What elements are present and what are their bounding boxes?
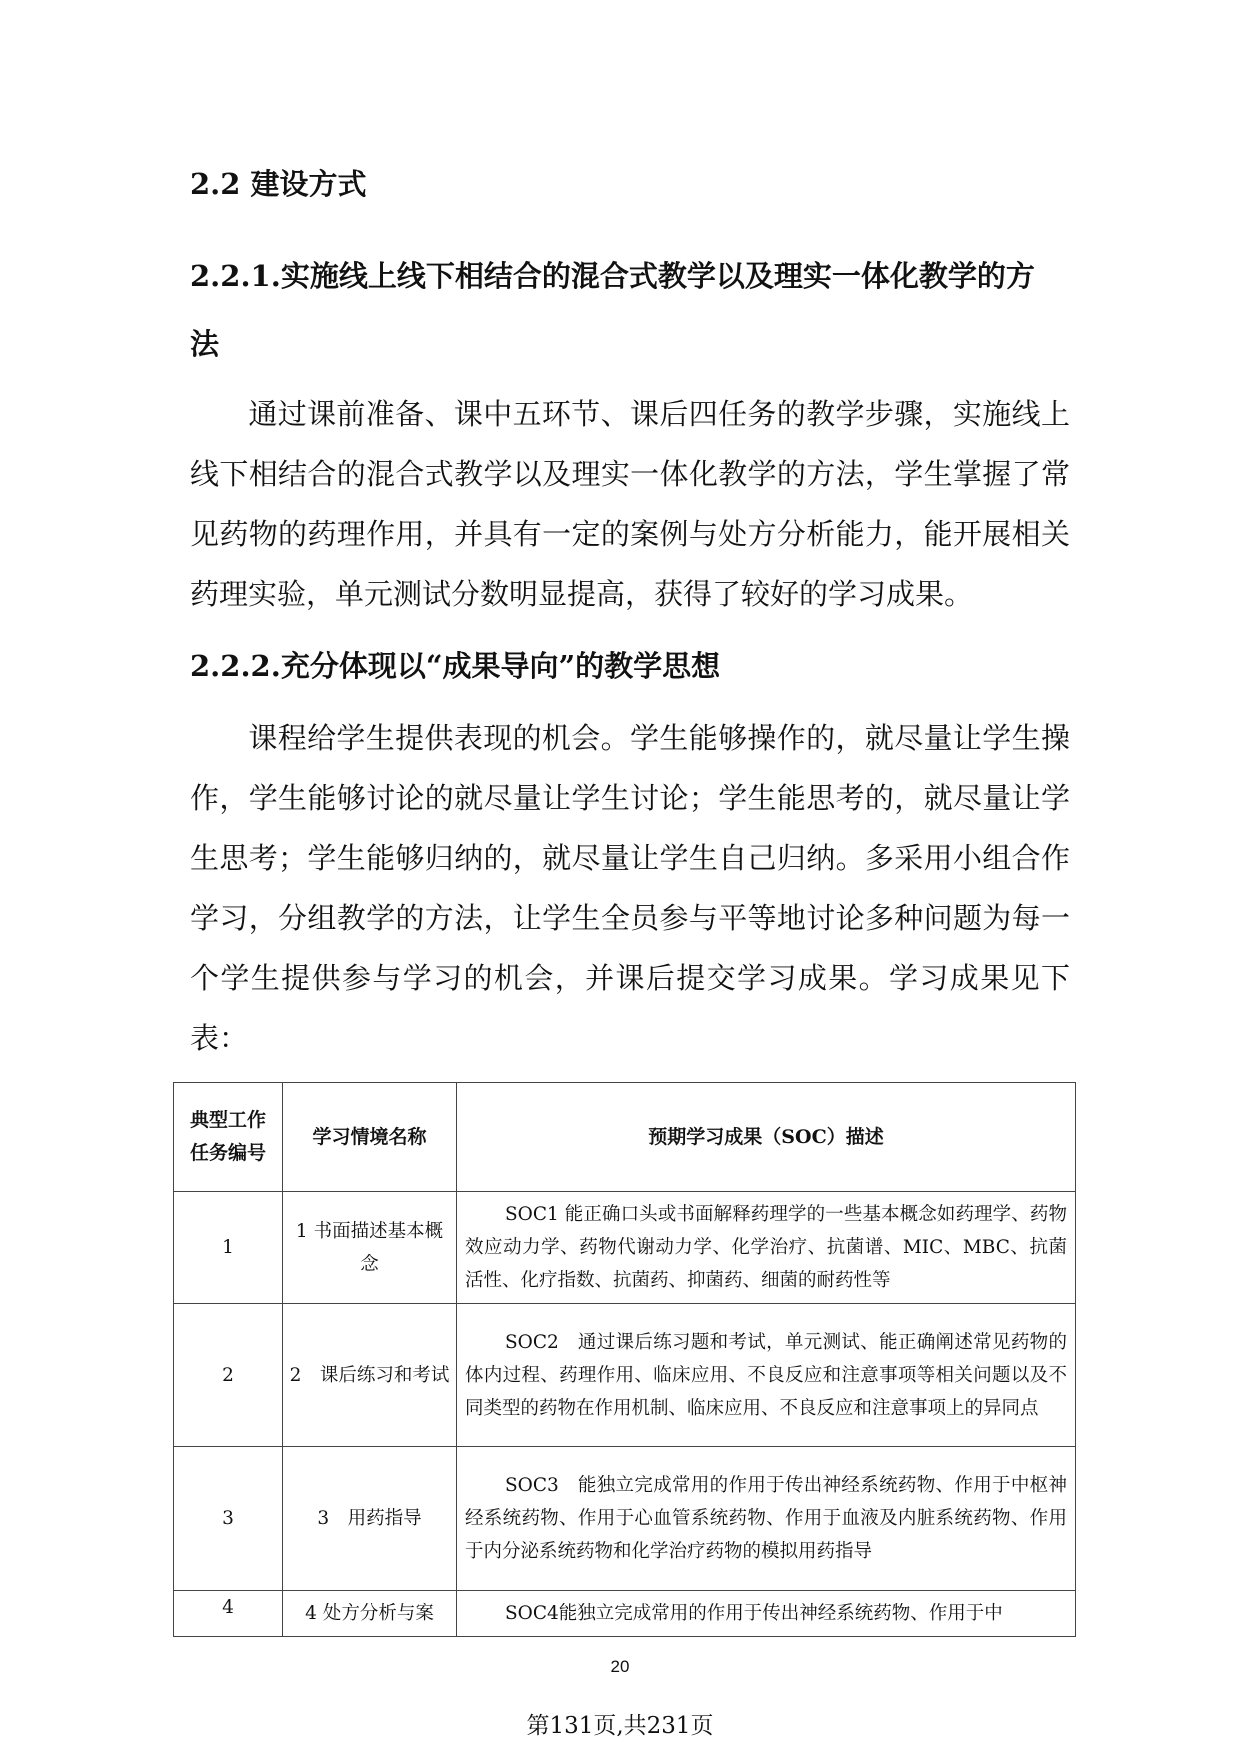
subsection-title-1: 2.2.1.实施线上线下相结合的混合式教学以及理实一体化教学的方 — [190, 259, 1035, 293]
paragraph-2 — [190, 708, 1070, 1068]
paragraph-1 — [190, 384, 1070, 624]
soc-desc — [457, 1192, 1076, 1304]
context-name: 3 用药指导 — [283, 1447, 457, 1591]
context-name: 2 课后练习和考试 — [283, 1304, 457, 1447]
learning-outcomes-table — [173, 1082, 1076, 1637]
context-name: 1 书面描述基本概念 — [283, 1192, 457, 1304]
table-row — [174, 1591, 1076, 1637]
task-no: 1 — [174, 1192, 283, 1304]
subsection-title-2: 2.2.2.充分体现以“成果导向”的教学思想 — [190, 649, 721, 683]
header-context-name: 学习情境名称 — [283, 1083, 457, 1192]
section-title: 2.2 建设方式 — [190, 167, 367, 201]
task-no: 2 — [174, 1304, 283, 1447]
page-number: 20 — [610, 1657, 630, 1676]
soc-desc-text: SOC2 通过课后练习题和考试，单元测试、能正确阐述常见药物的体内过程、药理作用、临床应用、不良反应和注意事项等相关问题以及不同类型的药物在作用机制、临床应用、不良反应和注意事项上的异同点 — [465, 1331, 1067, 1419]
page-content — [173, 150, 1076, 1637]
header-task-no: 典型工作任务编号 — [174, 1083, 283, 1192]
subsection-title-1-cont: 法 — [190, 327, 220, 361]
task-no: 3 — [174, 1447, 283, 1591]
table-row — [174, 1304, 1076, 1447]
soc-desc — [457, 1591, 1076, 1637]
soc-desc — [457, 1447, 1076, 1591]
header-soc-desc: 预期学习成果（SOC）描述 — [457, 1083, 1076, 1192]
soc-desc — [457, 1304, 1076, 1447]
soc-desc-text: SOC3 能独立完成常用的作用于传出神经系统药物、作用于中枢神经系统药物、作用于心血管系统药物、作用于血液及内脏系统药物、作用于内分泌系统药物和化学治疗药物的模拟用药指导 — [465, 1475, 1067, 1562]
soc-desc-text: SOC4能独立完成常用的作用于传出神经系统药物、作用于中 — [505, 1603, 1003, 1624]
page-footer: 第131页,共231页 — [526, 1713, 714, 1739]
table-row — [174, 1192, 1076, 1304]
paragraph-1-text: 通过课前准备、课中五环节、课后四任务的教学步骤，实施线上线下相结合的混合式教学以及理实一体化教学的方法，学生掌握了常见药物的药理作用，并具有一定的案例与处方分析能力，能开展相关药理实验，单元测试分数明显提高，获得了较好的学习成果。 — [190, 397, 1070, 611]
table-row — [174, 1447, 1076, 1591]
context-name: 4 处方分析与案 — [283, 1591, 457, 1637]
task-no: 4 — [174, 1591, 283, 1637]
table-header-row — [174, 1083, 1076, 1192]
paragraph-2-text: 课程给学生提供表现的机会。学生能够操作的，就尽量让学生操作，学生能够讨论的就尽量让学生讨论；学生能思考的，就尽量让学生思考；学生能够归纳的，就尽量让学生自己归纳。多采用小组合作学习，分组教学的方法，让学生全员参与平等地讨论多种问题为每一个学生提供参与学习的机会，并课后提交学习成果。学习成果见下表： — [190, 721, 1070, 1055]
soc-desc-text: SOC1 能正确口头或书面解释药理学的一些基本概念如药理学、药物效应动力学、药物代谢动力学、化学治疗、抗菌谱、MIC、MBC、抗菌活性、化疗指数、抗菌药、抑菌药、细菌的耐药性等 — [465, 1204, 1067, 1291]
